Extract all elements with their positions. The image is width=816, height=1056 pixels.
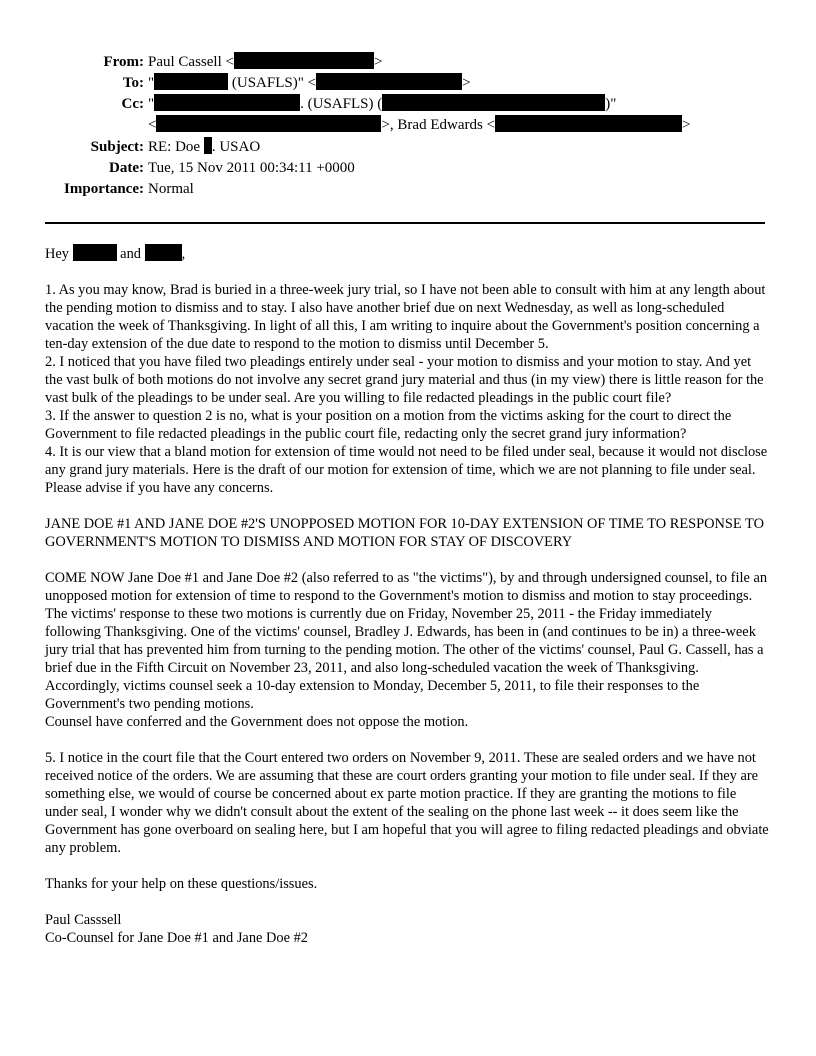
date-value: Tue, 15 Nov 2011 00:34:11 +0000 bbox=[148, 160, 355, 176]
subject-label: Subject: bbox=[90, 139, 144, 155]
email-header bbox=[0, 52, 816, 200]
date-label: Date: bbox=[109, 160, 144, 176]
cc-row-continued bbox=[0, 115, 816, 137]
motion-paragraph-2: The victims' response to these two motions is currently due on Friday, November 25, 2011 - the Friday immediately following Thanksgiving. One of the victims' counsel, Bradley J. Edwards, has been in (and continues to be in) a three-week jury trial that has prevented him from turning to the pending motion. The other of the victims' counsel, Paul G. Cassell, has a brief due in the Fifth Circuit on November 23, 2011, and also long-scheduled vacation the week of Thanksgiving. Accordingly, victims counsel seek a 10-day extension to Monday, December 5, 2011, to file their responses to the Government's two pending motions. bbox=[45, 606, 764, 712]
motion-title: JANE DOE #1 AND JANE DOE #2'S UNOPPOSED MOTION FOR 10-DAY EXTENSION OF TIME TO RESPONSE TO GOVERNMENT'S MOTION TO DISMISS AND MOTION FOR STAY OF DISCOVERY bbox=[45, 516, 764, 550]
from-value: Paul Cassell < > bbox=[148, 54, 383, 70]
redaction-box bbox=[234, 52, 374, 69]
spacer bbox=[45, 497, 771, 515]
redaction-box bbox=[382, 94, 605, 111]
cc-value-continued: < >, Brad Edwards < > bbox=[148, 117, 691, 133]
importance-label: Importance: bbox=[64, 181, 144, 197]
redaction-box bbox=[156, 115, 381, 132]
paragraph-3: 3. If the answer to question 2 is no, what is your position on a motion from the victims asking for the court to direct the Government to file redacted pleadings in the public court file, redacting only the secret grand jury information? bbox=[45, 408, 732, 442]
signature-name: Paul Casssell bbox=[45, 912, 122, 928]
motion-paragraph-3: Counsel have conferred and the Government does not oppose the motion. bbox=[45, 714, 469, 730]
redaction-box bbox=[73, 244, 117, 261]
subject-value: RE: Doe . USAO bbox=[148, 139, 261, 155]
paragraph-2: 2. I noticed that you have filed two pleadings entirely under seal - your motion to dismiss and your motion to stay. And yet the vast bulk of both motions do not involve any secret grand jury material and thus (in my view) there is little reason for the vast bulk of the pleadings to be under seal. Are you willing to file redacted pleadings in the public court file? bbox=[45, 354, 764, 406]
to-value: " (USAFLS)" < > bbox=[148, 75, 471, 91]
redaction-box bbox=[495, 115, 682, 132]
redaction-box bbox=[204, 137, 212, 154]
email-body bbox=[45, 244, 771, 947]
to-label: To: bbox=[122, 75, 144, 91]
cc-value: " . (USAFLS) ( )" bbox=[148, 96, 617, 112]
spacer bbox=[45, 731, 771, 749]
paragraph-5: 5. I notice in the court file that the Court entered two orders on November 9, 2011. These are sealed orders and we have not received notice of the orders. We are assuming that these are court orders granting your motion to file under seal. If they are something else, we would of course be concerned about ex parte motion practice. If they are granting the motions to file under seal, I wonder why we didn't consult about the extent of the sealing on the phone last week -- it does seem like the Government has gone overboard on sealing here, but I am hopeful that you will agree to filing redacted pleadings and obviate any problem. bbox=[45, 750, 769, 856]
motion-paragraph-1: COME NOW Jane Doe #1 and Jane Doe #2 (also referred to as "the victims"), by and through undersigned counsel, to file an unopposed motion for extension of time to respond to the Government's motion to dismiss and motion to stay proceedings. bbox=[45, 570, 768, 604]
redaction-box bbox=[154, 94, 300, 111]
redaction-box bbox=[316, 73, 462, 90]
redaction-box bbox=[145, 244, 182, 261]
cc-label: Cc: bbox=[121, 96, 144, 112]
paragraph-1: 1. As you may know, Brad is buried in a three-week jury trial, so I have not been able to consult with him at any length about the pending motion to dismiss and to stay. I also have another brief due on next Wednesday, as well as long-scheduled vacation the week of Thanksgiving. In light of all this, I am writing to inquire about the Government's position concerning a ten-day extension of the due date to respond to the motion to dismiss until December 5. bbox=[45, 282, 766, 352]
to-row bbox=[0, 73, 816, 94]
paragraph-4: 4. It is our view that a bland motion for extension of time would not need to be filed under seal, because it would not disclose any grand jury materials. Here is the draft of our motion for extension of time, which we are not planning to file under seal. Please advise if you have any concerns. bbox=[45, 444, 768, 496]
spacer bbox=[45, 893, 771, 911]
from-label: From: bbox=[103, 54, 144, 70]
signature-title: Co-Counsel for Jane Doe #1 and Jane Doe #2 bbox=[45, 930, 308, 946]
redaction-box bbox=[154, 73, 228, 90]
thanks-line: Thanks for your help on these questions/issues. bbox=[45, 876, 318, 892]
header-divider bbox=[45, 222, 765, 224]
spacer bbox=[45, 857, 771, 875]
from-row bbox=[0, 52, 816, 73]
importance-row bbox=[0, 179, 816, 200]
subject-row bbox=[0, 137, 816, 158]
spacer bbox=[45, 551, 771, 569]
importance-value: Normal bbox=[148, 181, 194, 197]
greeting: Hey and , bbox=[45, 246, 186, 262]
date-row bbox=[0, 158, 816, 179]
cc-row bbox=[0, 94, 816, 115]
